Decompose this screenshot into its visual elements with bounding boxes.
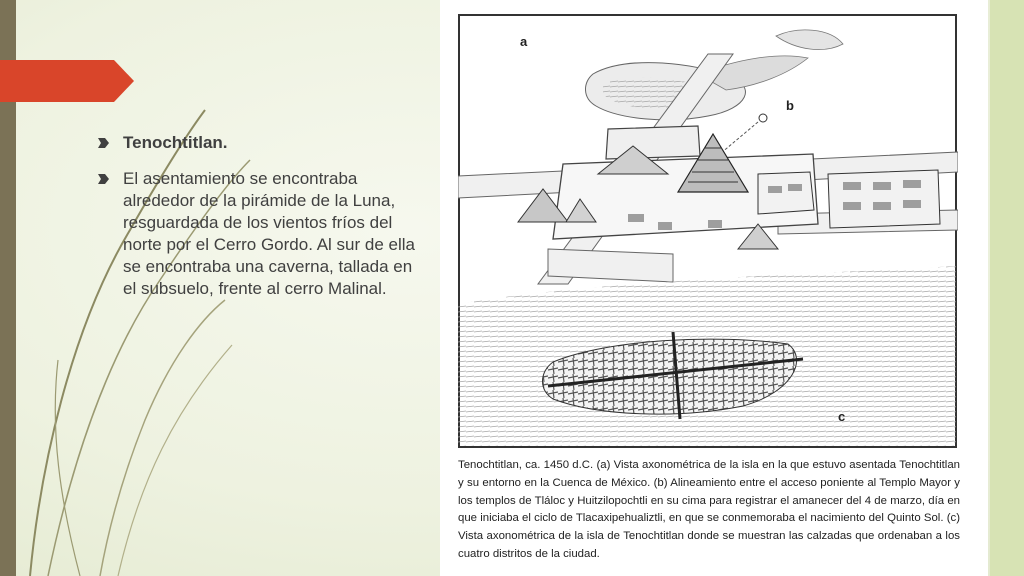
bullet-item-description [98, 168, 428, 300]
bullet-description-text: El asentamiento se encontraba alrededor de la pirámide de la Luna, resguardada de los vientos fríos del norte por el Cerro Gordo. Al sur de ella se encontraba una caverna, tallada en el subsuelo, frente al cerro Malinal. [123, 169, 415, 298]
label-b: b [786, 98, 794, 113]
arrow-bullet-icon [98, 138, 109, 148]
arrow-bullet-icon [98, 174, 109, 184]
causeway-west [548, 249, 673, 282]
bullet-title-text: Tenochtitlan. [123, 133, 228, 152]
bullet-list [98, 132, 428, 314]
label-c: c [838, 409, 846, 424]
red-accent-tab [0, 60, 134, 102]
figure-caption: Tenochtitlan, ca. 1450 d.C. (a) Vista axonométrica de la isla en la que estuvo asentada Tenochtitlan y su entorno en la Cuenca de México. (b) Alineamiento entre el acceso poniente al Templo Mayor y los templos de Tláloc y Huitzilopochtli en su cima para registrar el amanecer del 4 de marzo, día en que iniciaba el ciclo de Tlacaxipehualiztli, en que se conmemoraba el nacimiento del Quinto Sol. (c) Vista axonométrica de la isla de Tenochtitlan donde se muestran las calzadas que ordenaban a los cuatro distritos de la ciudad. [458, 459, 960, 560]
right-accent-bar [990, 0, 1024, 576]
bullet-item-title [98, 132, 428, 154]
label-a: a [520, 34, 528, 49]
tenochtitlan-axonometric-illustration [458, 14, 958, 448]
